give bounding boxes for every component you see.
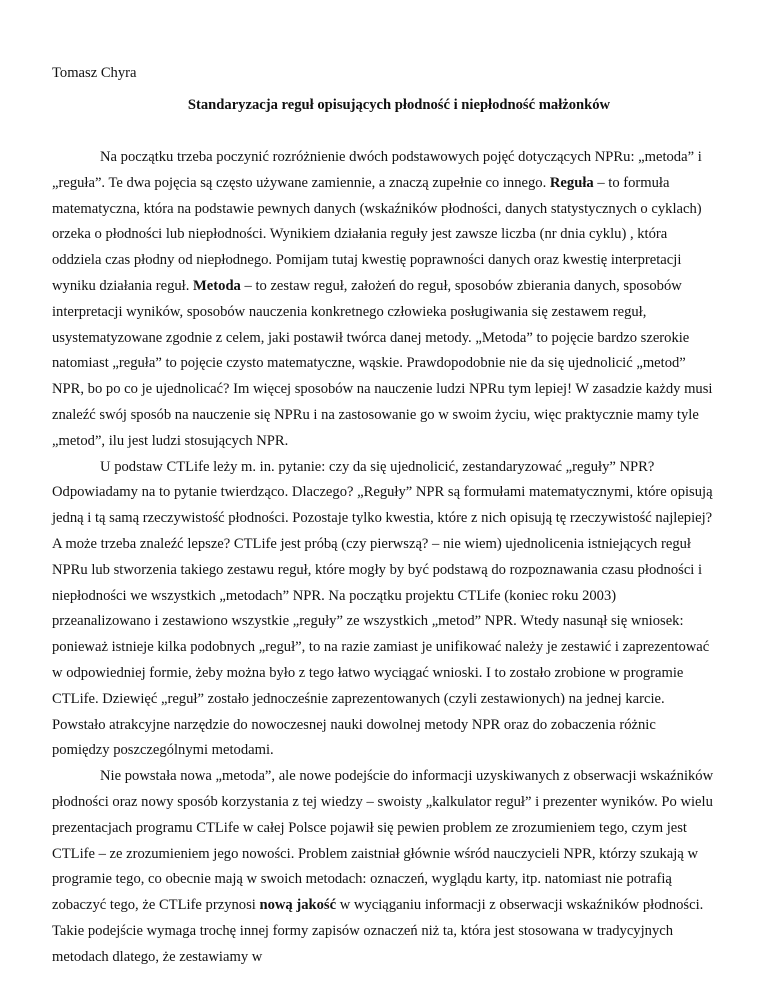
emphasis-nowa-jakosc: nową jakość	[259, 897, 337, 914]
paragraph-1	[52, 145, 716, 455]
document-body	[52, 145, 716, 971]
paragraph-2: U podstaw CTLife leży m. in. pytanie: czy da się ujednolicić, zestandaryzować „reguły” NPR? Odpowiadamy na to pytanie twierdząco. Dlaczego? „Reguły” NPR są formułami matematycznymi, które opisują jedną i tą samą rzeczywistość płodności. Pozostaje tylko kwestia, które z nich opisują tę rzeczywistość najlepiej? A może trzeba znaleźć lepsze? CTLife jest próbą (czy pierwszą? – nie wiem) ujednolicenia istniejących reguł NPRu lub stworzenia takiego zestawu reguł, które mogły by być podstawą do rozpoznawania czasu płodności i niepłodności we wszystkich „metodach” NPR. Na początku projektu CTLife (koniec roku 2003) przeanalizowano i zestawiono wszystkie „reguły” ze wszystkich „metod” NPR. Wtedy nasunął się wniosek: ponieważ istnieje kilka podobnych „reguł”, to na razie zamiast je unifikować należy je zestawić i zaprezentować w odpowiedniej formie, żeby można było z tego łatwo wyciągać wnioski. I to zostało zrobione w programie CTLife. Dziewięć „reguł” zostało jednocześnie zaprezentowanych (czyli zestawionych) na jednej karcie. Powstało atrakcyjne narzędzie do nowoczesnej nauki dowolnej metody NPR oraz do zobaczenia różnic pomiędzy poszczególnymi metodami.	[52, 458, 713, 759]
paragraph-1-text-1: Na początku trzeba poczynić rozróżnienie dwóch podstawowych pojęć dotyczących NPRu: „metoda” i „reguła”. Te dwa pojęcia są często używane zamiennie, a znaczą zupełnie co innego.	[52, 149, 702, 191]
author-name: Tomasz Chyra	[52, 65, 137, 81]
paragraph-1-text-3: – to zestaw reguł, założeń do reguł, sposobów zbierania danych, sposobów interpretacji wyników, sposobów nauczenia konkretnego człowieka posługiwania się zestawem reguł, usystematyzowane zgodnie z celem, jaki postawił twórca danej metody. „Metoda” to pojęcie bardzo szerokie natomiast „reguła” to pojęcie czysto matematyczne, wąskie. Prawdopodobnie nie da się ujednolicić „metod” NPR, bo po co je ujednolicać? Im więcej sposobów na nauczenie ludzi NPRu tym lepiej! W zasadzie każdy musi znaleźć swój sposób na nauczenie się NPRu i na zastosowanie go w swoim życiu, więc praktycznie mamy tyle „metod”, ilu jest ludzi stosujących NPR.	[52, 277, 713, 449]
paragraph-3-text-1: Nie powstała nowa „metoda”, ale nowe podejście do informacji uzyskiwanych z obserwacji wskaźników płodności oraz nowy sposób korzystania z tej wiedzy – swoisty „kalkulator reguł” i prezenter wyników. Po wielu prezentacjach programu CTLife w całej Polsce pojawił się pewien problem ze zrozumieniem tego, czym jest CTLife – ze zrozumieniem jego nowości. Problem zaistniał głównie wśród nauczycieli NPR, którzy szukają w programie tego, co obecnie mają w swoich metodach: oznaczeń, wyglądu karty, itp. natomiast nie potrafią zobaczyć tego, że CTLife przynosi	[52, 768, 714, 914]
term-regula: Reguła	[549, 174, 594, 191]
paragraph-3	[52, 764, 716, 970]
term-metoda: Metoda	[193, 277, 241, 294]
paragraph-1-text-2: – to formuła matematyczna, która na podstawie pewnych danych (wskaźników płodności, danych statystycznych o cyklach) orzeka o płodności lub niepłodności. Wynikiem działania reguły jest zawsze liczba (nr dnia cyklu) , która oddziela czas płodny od niepłodnego. Pomijam tutaj kwestię poprawności danych oraz kwestię interpretacji wyniku działania reguł.	[52, 174, 702, 294]
document-title: Standaryzacja reguł opisujących płodność i niepłodność małżonków	[187, 97, 611, 113]
paragraph-3-text-2: w wyciąganiu informacji z obserwacji wskaźników płodności. Takie podejście wymaga trochę innej formy zapisów oznaczeń niż ta, która jest stosowana w tradycyjnych metodach dlatego, że zestawiamy w	[52, 897, 704, 965]
